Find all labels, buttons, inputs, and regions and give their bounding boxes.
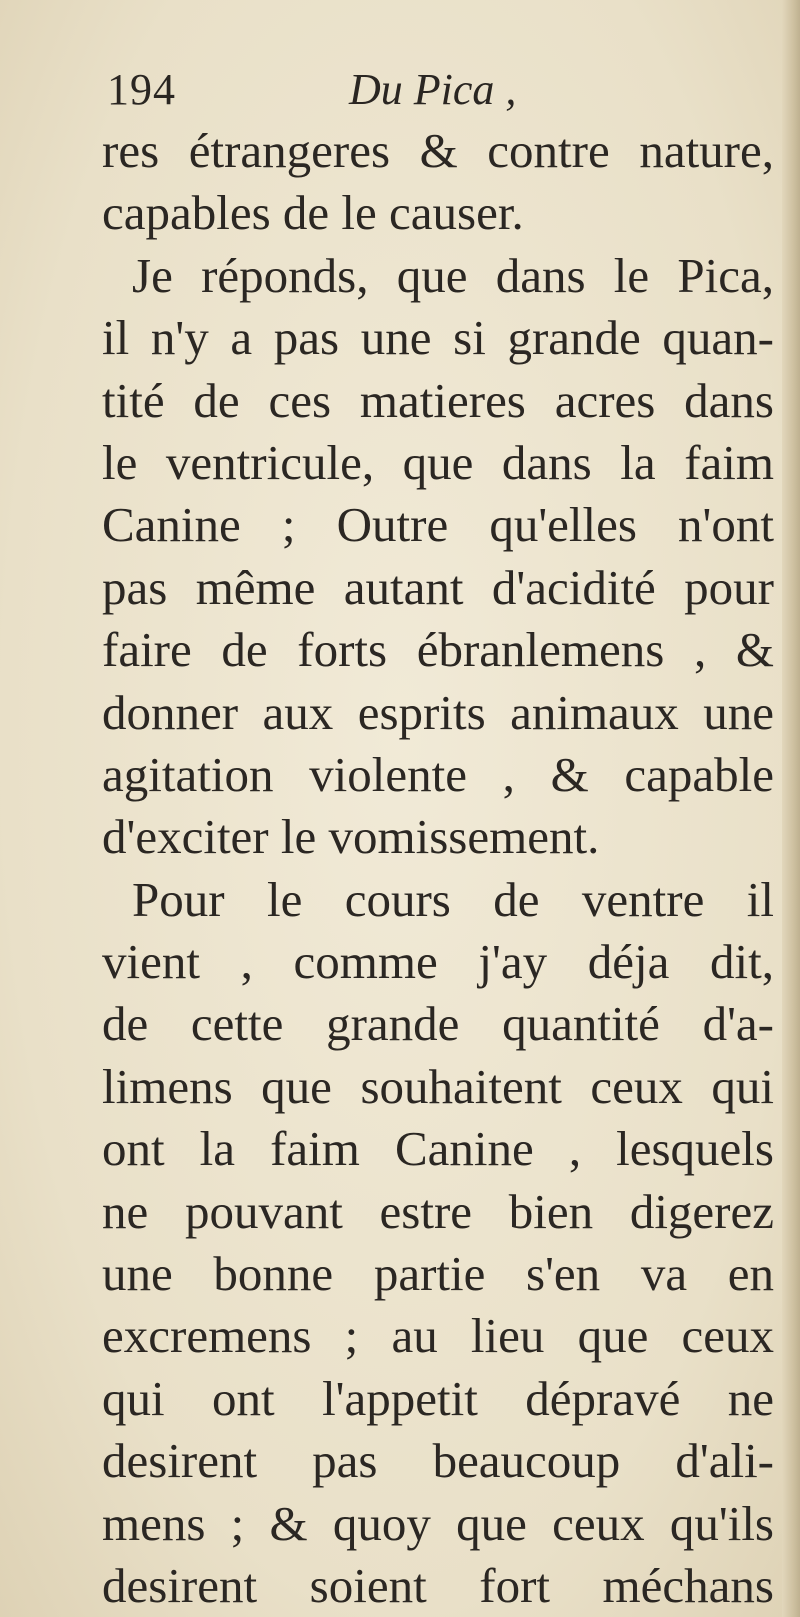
text-line: desirent pas beaucoup d'ali-: [102, 1433, 774, 1489]
text-line: pas même autant d'acidité pour: [102, 559, 774, 615]
text-line: tité de ces matieres acres dans: [102, 372, 774, 428]
text-line: le ventricule, que dans la faim: [102, 434, 774, 490]
text-line: vient , comme j'ay déja dit,: [102, 934, 774, 990]
text-line: donner aux esprits animaux une: [102, 684, 774, 740]
text-line: res étrangeres & contre nature,: [102, 123, 774, 178]
text-line: desirent soient fort méchans: [102, 1557, 774, 1613]
text-line: mens ; & quoy que ceux qu'ils: [102, 1495, 774, 1551]
text-line: de cette grande quantité d'a-: [102, 996, 774, 1052]
text-line: ne pouvant estre bien digerez: [102, 1183, 774, 1239]
text-line: Canine ; Outre qu'elles n'ont: [102, 497, 774, 553]
text-line: agitation violente , & capable: [102, 746, 774, 802]
text-line: faire de forts ébranlemens , &: [102, 622, 774, 678]
text-line: qui ont l'appetit dépravé ne: [102, 1370, 774, 1426]
body-text: [102, 120, 774, 1617]
text-line: d'exciter le vomissement.: [102, 809, 600, 865]
text-line: capables de le causer.: [102, 185, 524, 241]
text-line: une bonne partie s'en va en: [102, 1246, 774, 1302]
text-line: limens que souhaitent ceux qui: [102, 1058, 774, 1114]
paragraph-start-line: Je réponds, que dans le Pica,: [132, 247, 774, 303]
paragraph-start-line: Pour le cours de ventre il: [132, 871, 774, 927]
text-line: excremens ; au lieu que ceux: [102, 1308, 774, 1364]
text-line: il n'y a pas une si grande quan-: [102, 310, 774, 366]
running-title: Du Pica ,: [349, 65, 517, 114]
text-line: ont la faim Canine , lesquels: [102, 1121, 774, 1177]
page-header: [107, 64, 607, 124]
page-number: 194: [107, 65, 176, 114]
page-edge-shadow: [782, 0, 800, 1617]
